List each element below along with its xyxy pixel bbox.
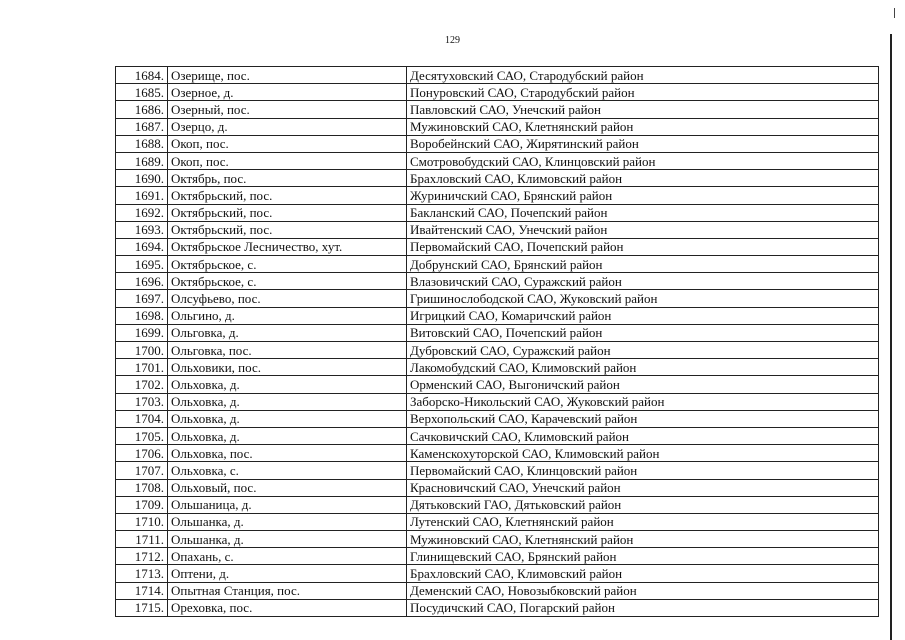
administration-district: Игрицкий САО, Комаричский район (407, 307, 879, 324)
row-number: 1695. (116, 256, 168, 273)
row-number: 1707. (116, 462, 168, 479)
settlement-name: Ольгино, д. (168, 307, 407, 324)
administration-district: Каменскохуторской САО, Климовский район (407, 445, 879, 462)
administration-district: Лутенский САО, Клетнянский район (407, 513, 879, 530)
row-number: 1691. (116, 187, 168, 204)
table-row (116, 582, 879, 599)
settlement-name: Ольшанка, д. (168, 513, 407, 530)
table-row (116, 531, 879, 548)
administration-district: Посудичский САО, Погарский район (407, 599, 879, 616)
administration-district: Орменский САО, Выгоничский район (407, 376, 879, 393)
table-row (116, 513, 879, 530)
table-row (116, 221, 879, 238)
row-number: 1688. (116, 135, 168, 152)
settlement-name: Ореховка, пос. (168, 599, 407, 616)
settlement-name: Ольговка, пос. (168, 342, 407, 359)
table-row (116, 565, 879, 582)
row-number: 1705. (116, 427, 168, 444)
row-number: 1711. (116, 531, 168, 548)
administration-district: Брахловский САО, Климовский район (407, 565, 879, 582)
page-number: 129 (445, 35, 460, 46)
settlement-name: Ольховка, д. (168, 376, 407, 393)
administration-district: Дятьковский ГАО, Дятьковский район (407, 496, 879, 513)
scan-margin-line (890, 34, 892, 640)
table-row (116, 376, 879, 393)
settlement-name: Ольховики, пос. (168, 359, 407, 376)
row-number: 1700. (116, 342, 168, 359)
row-number: 1687. (116, 118, 168, 135)
row-number: 1686. (116, 101, 168, 118)
row-number: 1709. (116, 496, 168, 513)
table-row (116, 256, 879, 273)
settlement-name: Озерище, пос. (168, 67, 407, 84)
administration-district: Влазовичский САО, Суражский район (407, 273, 879, 290)
administration-district: Красновичский САО, Унечский район (407, 479, 879, 496)
table-row (116, 462, 879, 479)
administration-district: Смотровобудский САО, Клинцовский район (407, 152, 879, 169)
table-row (116, 342, 879, 359)
settlement-name: Октябрьское Лесничество, хут. (168, 238, 407, 255)
row-number: 1697. (116, 290, 168, 307)
row-number: 1703. (116, 393, 168, 410)
table-row (116, 238, 879, 255)
administration-district: Заборско-Никольский САО, Жуковский район (407, 393, 879, 410)
settlement-name: Ольшанка, д. (168, 531, 407, 548)
settlement-name: Октябрьское, с. (168, 273, 407, 290)
row-number: 1690. (116, 170, 168, 187)
table-row (116, 496, 879, 513)
table-row (116, 548, 879, 565)
table-row (116, 479, 879, 496)
administration-district: Павловский САО, Унечский район (407, 101, 879, 118)
row-number: 1706. (116, 445, 168, 462)
table-row (116, 393, 879, 410)
administration-district: Верхопольский САО, Карачевский район (407, 410, 879, 427)
settlement-name: Ольховка, с. (168, 462, 407, 479)
table-row (116, 324, 879, 341)
row-number: 1701. (116, 359, 168, 376)
row-number: 1699. (116, 324, 168, 341)
row-number: 1714. (116, 582, 168, 599)
administration-district: Десятуховский САО, Стародубский район (407, 67, 879, 84)
administration-district: Мужиновский САО, Клетнянский район (407, 118, 879, 135)
settlement-name: Озерцо, д. (168, 118, 407, 135)
row-number: 1696. (116, 273, 168, 290)
table-row (116, 204, 879, 221)
administration-district: Сачковичский САО, Климовский район (407, 427, 879, 444)
row-number: 1713. (116, 565, 168, 582)
settlement-name: Ольговка, д. (168, 324, 407, 341)
administration-district: Ивайтенский САО, Унечский район (407, 221, 879, 238)
table-row (116, 307, 879, 324)
row-number: 1702. (116, 376, 168, 393)
settlement-name: Озерный, пос. (168, 101, 407, 118)
table-row (116, 101, 879, 118)
administration-district: Воробейнский САО, Жирятинский район (407, 135, 879, 152)
table-row (116, 84, 879, 101)
row-number: 1715. (116, 599, 168, 616)
administration-district: Добрунский САО, Брянский район (407, 256, 879, 273)
row-number: 1704. (116, 410, 168, 427)
settlement-name: Ольховка, д. (168, 393, 407, 410)
row-number: 1698. (116, 307, 168, 324)
table-row (116, 599, 879, 616)
administration-district: Витовский САО, Почепский район (407, 324, 879, 341)
row-number: 1684. (116, 67, 168, 84)
administration-district: Первомайский САО, Клинцовский район (407, 462, 879, 479)
row-number: 1712. (116, 548, 168, 565)
settlement-name: Опытная Станция, пос. (168, 582, 407, 599)
settlement-name: Октябрьский, пос. (168, 204, 407, 221)
table-row (116, 427, 879, 444)
table-row (116, 135, 879, 152)
settlement-name: Ольховка, пос. (168, 445, 407, 462)
table-row (116, 152, 879, 169)
settlement-name: Октябрь, пос. (168, 170, 407, 187)
settlement-name: Ольховка, д. (168, 427, 407, 444)
table-row (116, 410, 879, 427)
administration-district: Дубровский САО, Суражский район (407, 342, 879, 359)
settlement-name: Оптени, д. (168, 565, 407, 582)
administration-district: Глинищевский САО, Брянский район (407, 548, 879, 565)
table-row (116, 359, 879, 376)
settlement-name: Ольховый, пос. (168, 479, 407, 496)
row-number: 1689. (116, 152, 168, 169)
table-row (116, 445, 879, 462)
scan-tick-mark (894, 8, 895, 18)
settlements-table (115, 66, 879, 617)
table-row (116, 170, 879, 187)
row-number: 1693. (116, 221, 168, 238)
administration-district: Мужиновский САО, Клетнянский район (407, 531, 879, 548)
administration-district: Бакланский САО, Почепский район (407, 204, 879, 221)
administration-district: Деменский САО, Новозыбковский район (407, 582, 879, 599)
row-number: 1694. (116, 238, 168, 255)
table-body (116, 67, 879, 617)
settlement-name: Окоп, пос. (168, 152, 407, 169)
settlement-name: Октябрьский, пос. (168, 187, 407, 204)
settlement-name: Олсуфьево, пос. (168, 290, 407, 307)
settlement-name: Озерное, д. (168, 84, 407, 101)
administration-district: Первомайский САО, Почепский район (407, 238, 879, 255)
table-row (116, 187, 879, 204)
table-row (116, 118, 879, 135)
administration-district: Понуровский САО, Стародубский район (407, 84, 879, 101)
settlement-name: Опахань, с. (168, 548, 407, 565)
administration-district: Лакомобудский САО, Климовский район (407, 359, 879, 376)
settlement-name: Ольховка, д. (168, 410, 407, 427)
settlement-name: Окоп, пос. (168, 135, 407, 152)
administration-district: Брахловский САО, Климовский район (407, 170, 879, 187)
table-row (116, 290, 879, 307)
administration-district: Гришинослободской САО, Жуковский район (407, 290, 879, 307)
table-row (116, 67, 879, 84)
row-number: 1710. (116, 513, 168, 530)
settlement-name: Октябрьское, с. (168, 256, 407, 273)
administration-district: Журиничский САО, Брянский район (407, 187, 879, 204)
row-number: 1692. (116, 204, 168, 221)
row-number: 1708. (116, 479, 168, 496)
row-number: 1685. (116, 84, 168, 101)
settlement-name: Ольшаница, д. (168, 496, 407, 513)
settlement-name: Октябрьский, пос. (168, 221, 407, 238)
table-row (116, 273, 879, 290)
